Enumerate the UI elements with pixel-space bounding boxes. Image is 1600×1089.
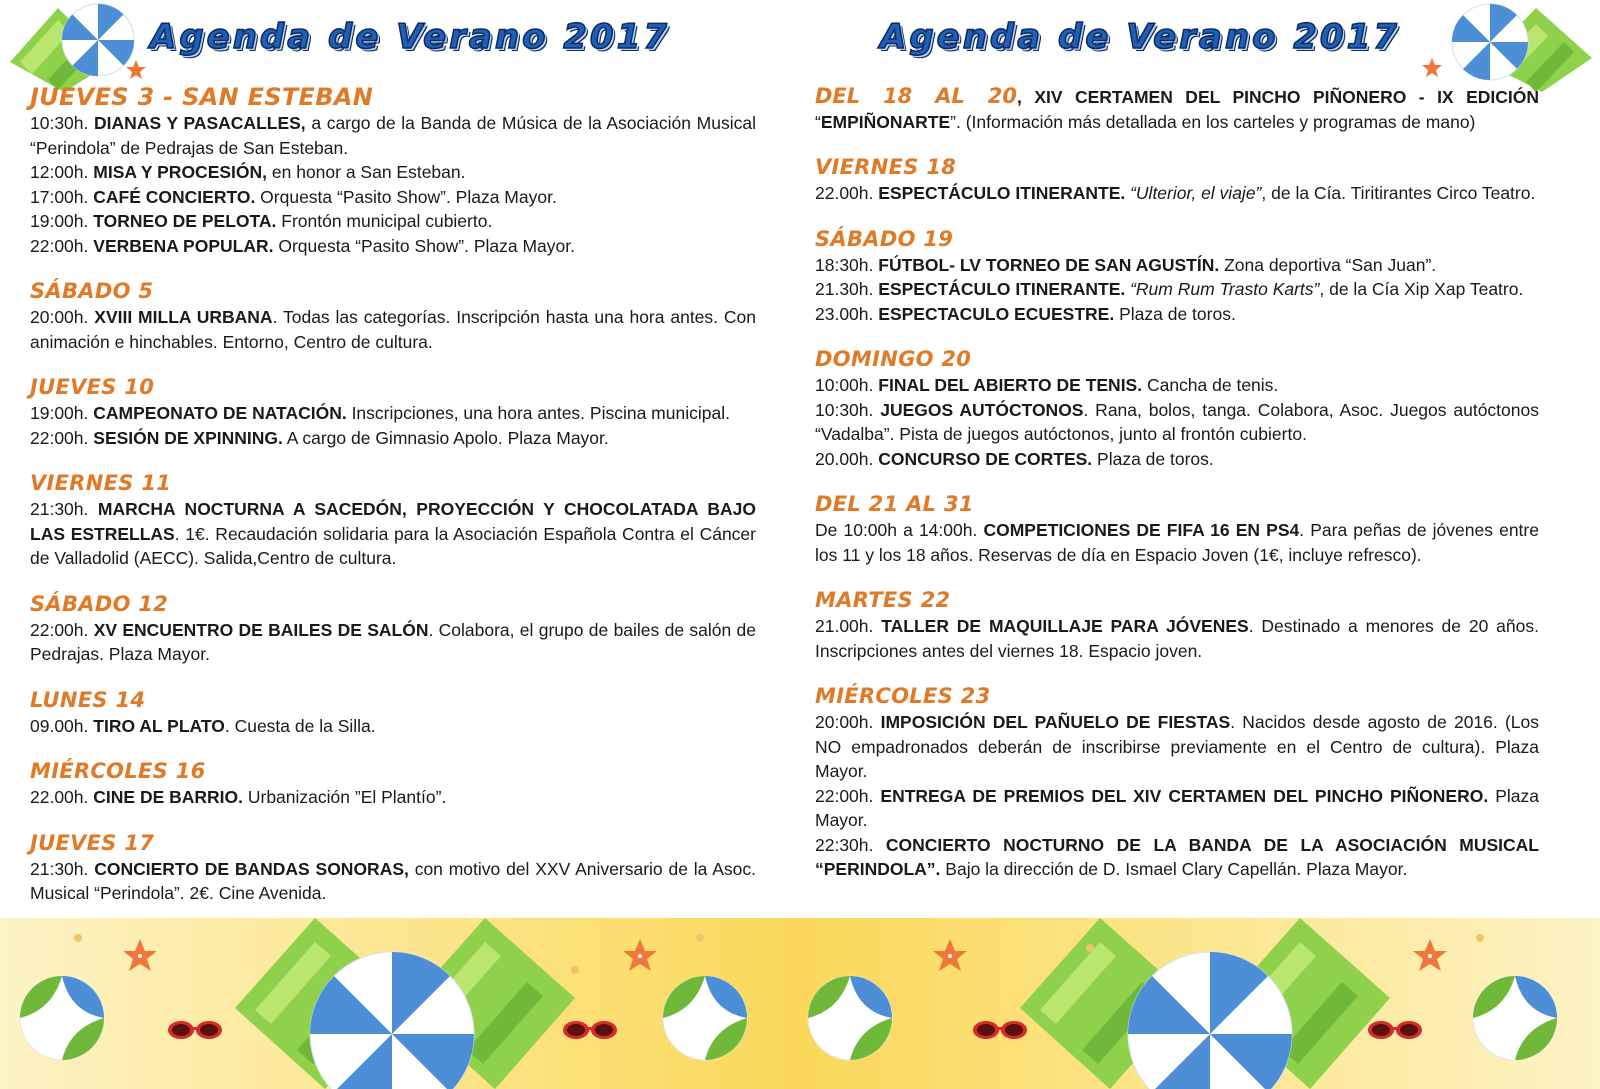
entry-text: . Todas las categorías. Inscripción hasta una hora antes. Con animación e hinchables. Entorno, Centro de cultura.: [30, 307, 756, 352]
event-section: [30, 687, 756, 739]
event-section: [30, 374, 756, 450]
section-heading: MIÉRCOLES 23: [815, 684, 991, 708]
entry-time: 20:00h.: [30, 307, 89, 327]
entry-title: MARCHA NOCTURNA A SACEDÓN, PROYECCIÓN Y CHOCOLATADA BAJO LAS ESTRELLAS: [30, 499, 756, 544]
entry-text: Bajo la dirección de D. Ismael Clary Capellán. Plaza Mayor.: [940, 859, 1408, 879]
left-column: [30, 84, 756, 926]
event-section: [815, 154, 1539, 206]
entry-text: , de la Cía Xip Xap Teatro.: [1319, 279, 1524, 299]
entry-time: 09.00h.: [30, 715, 89, 736]
entry-text: . Nacidos desde agosto de 2016. (Los NO empadronados deberán de inscribirse previamente en el Centro de cultura). Plaza Mayor.: [815, 712, 1539, 781]
event-entry: [815, 253, 1539, 278]
entry-text: Orquesta “Pasito Show”. Plaza Mayor.: [273, 235, 576, 256]
section-heading: MIÉRCOLES 16: [30, 759, 206, 783]
entry-time: 22.00h.: [815, 183, 874, 203]
entry-title: MISA Y PROCESIÓN,: [93, 162, 268, 182]
beach-ball-icon: [808, 976, 892, 1060]
event-entry: [30, 209, 756, 234]
entry-time: 21:30h.: [30, 858, 89, 879]
event-entry: [30, 185, 756, 210]
entry-title: TIRO AL PLATO: [93, 715, 225, 736]
page-title-left: Agenda de Verano 2017: [150, 17, 670, 57]
entry-italic: “Rum Rum Trasto Karts”: [1125, 279, 1320, 299]
section-heading: JUEVES 10: [30, 375, 155, 399]
entry-text: . Cuesta de la Silla.: [224, 715, 376, 736]
event-section: [815, 226, 1539, 327]
entry-title: ESPECTÁCULO ITINERANTE.: [878, 279, 1126, 299]
corner-decoration-right: [1418, 0, 1593, 92]
entry-time: 22:00h.: [30, 619, 89, 640]
entry-title: COMPETICIONES DE FIFA 16 EN PS4: [983, 520, 1300, 540]
event-entry: [30, 426, 756, 451]
event-section: [30, 591, 756, 667]
event-entry: [30, 234, 756, 259]
entry-text: Urbanización ”El Plantío”.: [243, 787, 447, 807]
entry-italic: “Ulterior, el viaje”: [1125, 183, 1262, 203]
entry-time: 10:30h.: [815, 399, 874, 420]
section-heading: JUEVES 17: [30, 830, 155, 855]
section-heading: SÁBADO 12: [30, 591, 169, 616]
event-section: [815, 84, 1539, 134]
event-entry: [815, 181, 1539, 206]
event-entry: [815, 614, 1539, 663]
entry-text: . Rana, bolos, tanga. Colabora, Asoc. Juegos autóctonos “Vadalba”. Pista de juegos autóctonos, junto al frontón cubierto.: [815, 399, 1539, 444]
entry-time: 22:00h.: [815, 785, 874, 806]
entry-title: FÚTBOL- LV TORNEO DE SAN AGUSTÍN.: [878, 254, 1220, 275]
entry-time: 21:30h.: [30, 499, 89, 519]
entry-time: 22:30h.: [815, 834, 874, 855]
right-column: [815, 84, 1539, 902]
entry-time: 10:30h.: [30, 113, 89, 133]
entry-title: CINE DE BARRIO.: [93, 787, 243, 807]
section-heading: MARTES 22: [815, 588, 951, 612]
event-entry: [815, 398, 1539, 447]
section-heading: VIERNES 11: [30, 471, 172, 495]
entry-title: SESIÓN DE XPINNING.: [93, 427, 283, 448]
entry-time: 22:00h.: [30, 235, 89, 256]
entry-text: con motivo del XXV Aniversario de la Asoc. Musical “Perindola”. 2€. Cine Avenida.: [30, 858, 756, 903]
entry-title: VERBENA POPULAR.: [93, 235, 274, 256]
entry-title-2: EMPIÑONARTE: [820, 111, 951, 132]
starfish-icon: [1422, 58, 1442, 77]
entry-text: Plaza de toros.: [1114, 303, 1236, 324]
event-entry: [815, 710, 1539, 784]
entry-title: IMPOSICIÓN DEL PAÑUELO DE FIESTAS: [880, 712, 1231, 732]
entry-time: 21.00h.: [815, 616, 874, 636]
event-section: [815, 683, 1539, 882]
event-section: [30, 278, 756, 354]
entry-title: CAFÉ CONCIERTO.: [93, 186, 256, 207]
event-section: [815, 491, 1539, 567]
section-heading: DOMINGO 20: [815, 347, 972, 371]
corner-decoration-left: [8, 0, 158, 92]
entry-text: . Destinado a menores de 20 años. Inscripciones antes del viernes 18. Espacio joven.: [815, 616, 1539, 661]
entry-time: 19:00h.: [30, 211, 89, 231]
entry-text: Plaza de toros.: [1092, 448, 1214, 469]
event-entry: [815, 277, 1539, 302]
entry-time: 19:00h.: [30, 403, 89, 423]
section-heading: DEL 21 AL 31: [815, 492, 974, 516]
entry-title: XIV CERTAMEN DEL PINCHO PIÑONERO - IX EDICIÓN: [1034, 87, 1539, 107]
entry-title: ESPECTÁCULO ITINERANTE.: [878, 183, 1126, 203]
entry-text: Zona deportiva “San Juan”.: [1219, 254, 1437, 275]
entry-time: 23.00h.: [815, 303, 874, 324]
event-entry: [30, 785, 756, 810]
event-section: [30, 470, 756, 571]
event-section: [815, 346, 1539, 471]
entry-title: CAMPEONATO DE NATACIÓN.: [93, 403, 347, 423]
entry-time: De 10:00h a 14:00h.: [815, 520, 978, 540]
entry-text: Orquesta “Pasito Show”. Plaza Mayor.: [255, 186, 557, 207]
entry-text: Frontón municipal cubierto.: [276, 211, 493, 231]
entry-text: Inscripciones, una hora antes. Piscina municipal.: [346, 403, 730, 423]
event-entry: [30, 305, 756, 354]
beach-ball-icon: [20, 976, 104, 1060]
beach-ball-icon: [663, 976, 747, 1060]
entry-title: ENTREGA DE PREMIOS DEL XIV CERTAMEN DEL PINCHO PIÑONERO.: [880, 785, 1489, 806]
entry-quote: “: [815, 111, 821, 132]
entry-text: . Colabora, el grupo de bailes de salón de Pedrajas. Plaza Mayor.: [30, 619, 756, 664]
entry-title: FINAL DEL ABIERTO DE TENIS.: [878, 375, 1143, 395]
entry-title: XV ENCUENTRO DE BAILES DE SALÓN: [93, 619, 429, 640]
entry-title: CONCIERTO DE BANDAS SONORAS,: [94, 858, 409, 879]
entry-text: . Para peñas de jóvenes entre los 11 y los 18 años. Reservas de día en Espacio Joven (1€, incluye refresco).: [815, 520, 1539, 565]
event-entry: [815, 447, 1539, 472]
section-heading: SÁBADO 19: [815, 226, 954, 251]
section-heading: JUEVES 3 - SAN ESTEBAN: [30, 83, 374, 111]
event-entry: [30, 401, 756, 426]
event-entry: [815, 302, 1539, 327]
entry-text: . 1€. Recaudación solidaria para la Asociación Española Contra el Cáncer de Valladolid (AECC). Salida,Centro de cultura.: [30, 523, 756, 568]
event-entry: [815, 373, 1539, 398]
section-heading: VIERNES 18: [815, 155, 957, 179]
entry-title: DIANAS Y PASACALLES,: [94, 113, 306, 133]
event-entry: [30, 111, 756, 160]
event-section: [30, 84, 756, 258]
entry-title: CONCIERTO NOCTURNO DE LA BANDA DE LA ASOCIACIÓN MUSICAL “PERINDOLA”.: [815, 834, 1539, 879]
entry-time: 22.00h.: [30, 787, 89, 807]
entry-text: ”. (Información más detallada en los carteles y programas de mano): [950, 111, 1476, 132]
entry-time: 20:00h.: [815, 712, 874, 732]
entry-time: 22:00h.: [30, 427, 89, 448]
entry-text: A cargo de Gimnasio Apolo. Plaza Mayor.: [282, 427, 609, 448]
section-heading: LUNES 14: [30, 687, 146, 712]
entry-title: TORNEO DE PELOTA.: [93, 211, 277, 231]
entry-time: 10:00h.: [815, 375, 874, 395]
section-heading: DEL 18 AL 20: [815, 84, 1017, 108]
starfish-icon: [126, 60, 146, 79]
event-section: [815, 587, 1539, 663]
entry-text: Plaza Mayor.: [815, 785, 1539, 830]
event-entry: [815, 784, 1539, 833]
entry-title: JUEGOS AUTÓCTONOS: [880, 399, 1084, 420]
entry-title: CONCURSO DE CORTES.: [878, 448, 1093, 469]
beach-umbrella-icon: [62, 4, 134, 76]
entry-text: Cancha de tenis.: [1142, 375, 1279, 395]
entry-title: TALLER DE MAQUILLAJE PARA JÓVENES: [881, 616, 1249, 636]
entry-time: 21.30h.: [815, 279, 874, 299]
entry-text: a cargo de la Banda de Música de la Asociación Musical “Perindola” de Pedrajas de San Esteban.: [30, 113, 756, 158]
beach-ball-icon: [1473, 976, 1557, 1060]
beach-umbrella-icon: [1452, 4, 1528, 80]
entry-text: , de la Cía. Tiritirantes Circo Teatro.: [1261, 183, 1536, 203]
entry-time: 17:00h.: [30, 186, 89, 207]
entry-time: 18:30h.: [815, 254, 874, 275]
section-heading: SÁBADO 5: [30, 279, 154, 303]
entry-title: ESPECTACULO ECUESTRE.: [878, 303, 1115, 324]
event-entry: [30, 857, 756, 906]
event-section: [30, 830, 756, 906]
entry-text: en honor a San Esteban.: [267, 162, 466, 182]
event-entry: [30, 714, 756, 739]
event-entry: [815, 518, 1539, 567]
entry-time: 20.00h.: [815, 448, 874, 469]
bottom-beach-banner: [0, 918, 1600, 1089]
event-section: [30, 758, 756, 810]
event-entry: [815, 833, 1539, 882]
page-title-right: Agenda de Verano 2017: [880, 17, 1400, 57]
event-entry: [30, 497, 756, 571]
event-entry: [30, 160, 756, 185]
entry-separator: ,: [1016, 87, 1035, 107]
event-entry: [815, 84, 1539, 134]
event-entry: [30, 618, 756, 667]
entry-title: XVIII MILLA URBANA: [94, 307, 273, 327]
entry-time: 12:00h.: [30, 162, 89, 182]
